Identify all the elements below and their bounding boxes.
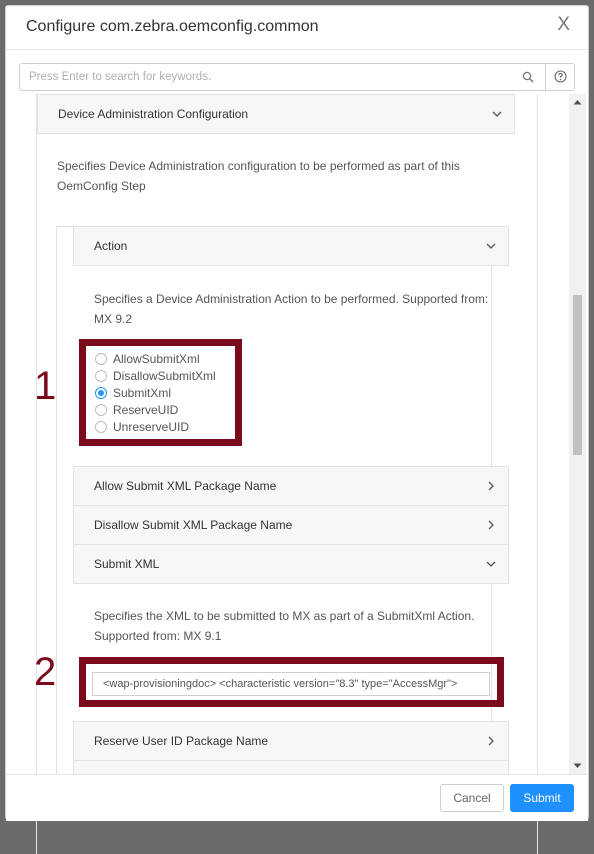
dialog-header: [6, 6, 588, 50]
radio-label: AllowSubmitXml: [113, 352, 200, 366]
section-title: Submit XML: [94, 557, 160, 571]
submit-xml-description: Specifies the XML to be submitted to MX as part of a SubmitXml Action. Supported from: MX 9.1: [94, 609, 475, 643]
radio-label: UnreserveUID: [113, 420, 190, 434]
section-disallow-pkg-header[interactable]: [73, 505, 509, 545]
radio-button[interactable]: [95, 421, 107, 433]
radio-label: ReserveUID: [113, 403, 179, 417]
section-title: Device Administration Configuration: [58, 107, 249, 121]
submit-button[interactable]: Submit: [510, 784, 574, 812]
search-icon[interactable]: [522, 71, 534, 83]
section-title: Reserve User ID Package Name: [94, 734, 269, 748]
chevron-right-icon: [486, 481, 496, 491]
radio-button[interactable]: [95, 370, 107, 382]
help-icon: [554, 70, 567, 83]
section-description: Specifies Device Administration configuration to be performed as part of this OemConfig Step: [57, 159, 460, 193]
action-description: Specifies a Device Administration Action to be performed. Supported from: MX 9.2: [94, 292, 489, 326]
chevron-down-icon: [486, 241, 496, 251]
search-input[interactable]: [20, 64, 530, 90]
radio-button[interactable]: [95, 404, 107, 416]
chevron-down-icon: [492, 109, 502, 119]
radio-button-checked[interactable]: [95, 387, 107, 399]
callout-number-1: 1: [34, 364, 57, 408]
scroll-down-icon[interactable]: [569, 757, 586, 774]
radio-label: SubmitXml: [113, 386, 172, 400]
section-title: Allow Submit XML Package Name: [94, 479, 277, 493]
section-allow-pkg-header[interactable]: [73, 466, 509, 506]
chevron-right-icon: [486, 520, 496, 530]
close-icon[interactable]: X: [557, 14, 570, 35]
submit-xml-input[interactable]: <wap-provisioningdoc> <characteristic version="8.3" type="AccessMgr">: [92, 672, 490, 696]
radio-button[interactable]: [95, 353, 107, 365]
section-title: Disallow Submit XML Package Name: [94, 518, 293, 532]
search-bar: [19, 63, 575, 91]
scroll-up-icon[interactable]: [569, 94, 586, 111]
cancel-button[interactable]: Cancel: [440, 784, 504, 812]
dialog-title: Configure com.zebra.oemconfig.common: [26, 18, 319, 35]
radio-label: DisallowSubmitXml: [113, 369, 216, 383]
section-device-admin-header[interactable]: [37, 94, 515, 134]
config-content: [19, 94, 555, 774]
section-submit-xml-header[interactable]: [73, 544, 509, 584]
section-reserve-pkg-header[interactable]: [73, 721, 509, 761]
chevron-right-icon: [486, 736, 496, 746]
help-button[interactable]: [545, 64, 575, 90]
callout-number-2: 2: [34, 650, 57, 694]
chevron-down-icon: [486, 559, 496, 569]
section-title: Action: [94, 239, 128, 253]
dialog-footer: [6, 774, 588, 821]
configure-dialog: [5, 5, 589, 820]
section-action-header[interactable]: [73, 226, 509, 266]
scrollbar-thumb[interactable]: [573, 295, 582, 455]
vertical-scrollbar[interactable]: [569, 94, 586, 774]
